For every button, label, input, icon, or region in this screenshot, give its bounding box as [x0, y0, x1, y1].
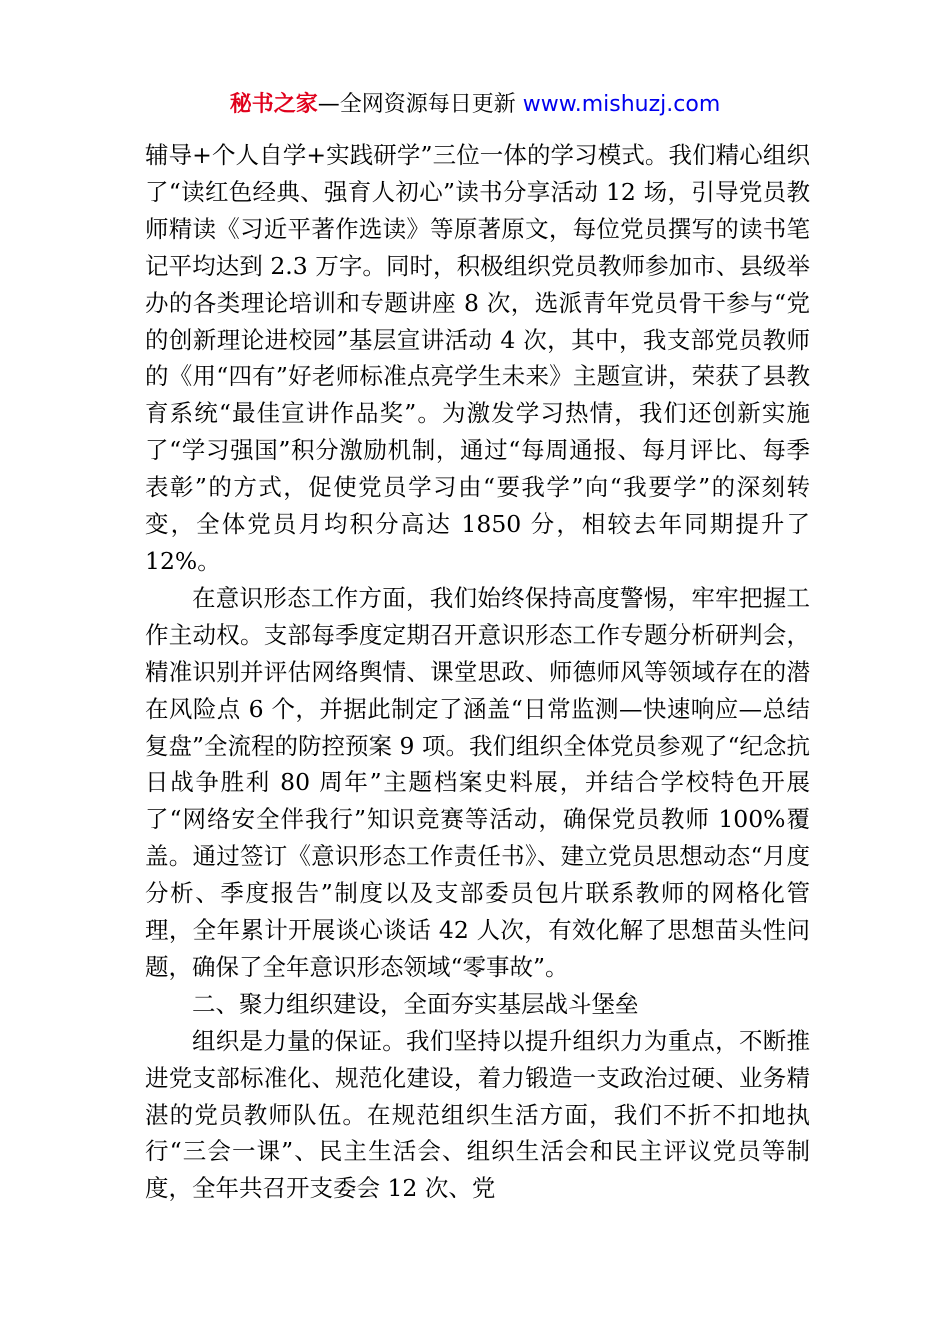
paragraph-2: 在意识形态工作方面，我们始终保持高度警惕，牢牢把握工作主动权。支部每季度定期召开意识形态工作专题分析研判会，精准识别并评估网络舆情、课堂思政、师德师风等领域存在的潜在风险点 6 个，并据此制定了涵盖“日常监测—快速响应—总结复盘”全流程的防控预案 9 项。我们组织全体党员参观了“纪念抗日战争胜利 80 周年”主题档案史料展，并结合学校特色开展了“网络安全伴我行”知识竞赛等活动，确保党员教师 100%覆盖。通过签订《意识形态工作责任书》、建立党员思想动态“月度分析、季度报告”制度以及支部委员包片联系教师的网格化管理，全年累计开展谈心谈话 42 人次，有效化解了思想苗头性问题，确保了全年意识形态领域“零事故”。	[145, 583, 810, 981]
paragraph-3: 组织是力量的保证。我们坚持以提升组织力为重点，不断推进党支部标准化、规范化建设，着力锻造一支政治过硬、业务精湛的党员教师队伍。在规范组织生活方面，我们不折不扣地执行“三会一课”、民主生活会、组织生活会和民主评议党员等制度，全年共召开支委会 12 次、党	[145, 1026, 810, 1203]
section-heading: 二、聚力组织建设，全面夯实基层战斗堡垒	[192, 989, 639, 1018]
header-brand: 秘书之家	[229, 92, 318, 117]
header-url-link[interactable]: www.mishuzj.com	[522, 92, 721, 117]
page-header	[0, 90, 950, 120]
header-tagline: —全网资源每日更新	[317, 92, 523, 117]
paragraph-1: 辅导+个人自学+实践研学”三位一体的学习模式。我们精心组织了“读红色经典、强育人初心”读书分享活动 12 场，引导党员教师精读《习近平著作选读》等原著原文，每位党员撰写的读书笔记平均达到 2.3 万字。同时，积极组织党员教师参加市、县级举办的各类理论培训和专题讲座 8 次，选派青年党员骨干参与“党的创新理论进校园”基层宣讲活动 4 次，其中，我支部党员教师的《用“四有”好老师标准点亮学生未来》主题宣讲，荣获了县教育系统“最佳宣讲作品奖”。为激发学习热情，我们还创新实施了“学习强国”积分激励机制，通过“每周通报、每月评比、每季表彰”的方式，促使党员学习由“要我学”向“我要学”的深刻转变，全体党员月均积分高达 1850 分，相较去年同期提升了 12%。	[145, 141, 810, 575]
document-body	[145, 137, 810, 1207]
